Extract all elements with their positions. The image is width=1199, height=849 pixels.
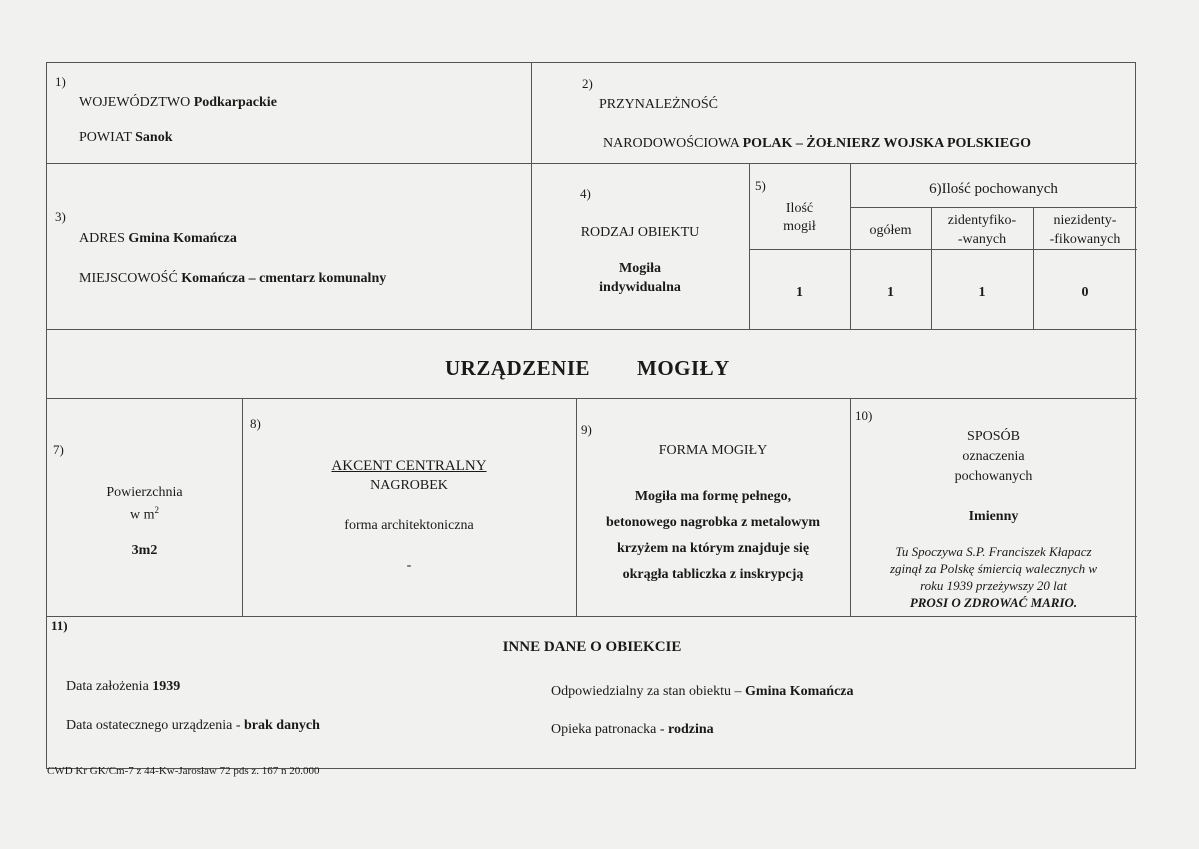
zidentyfikowanych-label-2: -wanych	[957, 232, 1007, 247]
forma-architektoniczna-label: forma architektoniczna	[344, 518, 474, 533]
miejscowosc-label: MIEJSCOWOŚĆ	[79, 271, 178, 286]
forma-mogily-line-2: betonowego nagrobka z metalowym	[605, 515, 820, 530]
adres-value: Gmina Komańcza	[128, 231, 237, 246]
zidentyfikowanych-value: 1	[978, 285, 986, 300]
field-number-5: 5)	[755, 178, 766, 193]
akcent-centralny-label: AKCENT CENTRALNY	[331, 458, 487, 474]
grave-record-form	[46, 62, 1136, 769]
field-number-9: 9)	[581, 422, 592, 437]
narodowosciowa-value: POLAK – ŻOŁNIERZ WOJSKA POLSKIEGO	[742, 136, 1031, 151]
niezidentyfikowanych-value: 0	[1081, 285, 1089, 300]
row-divider-2	[47, 329, 1137, 330]
opieka-label: Opieka patronacka -	[551, 722, 665, 737]
data-ostatecznego-label: Data ostatecznego urządzenia -	[66, 718, 241, 733]
forma-mogily-line-3: krzyżem na którym znajduje się	[616, 541, 810, 556]
rodzaj-obiektu-label: RODZAJ OBIEKTU	[580, 225, 700, 240]
forma-architektoniczna-value: -	[406, 558, 412, 573]
powiat-field	[79, 130, 173, 146]
data-zalozenia-label: Data założenia	[66, 679, 149, 694]
data-ostatecznego-field	[66, 718, 320, 734]
field-number-3: 3)	[55, 209, 66, 224]
narodowosciowa-field	[603, 136, 1031, 152]
row-divider-4	[47, 616, 1137, 617]
rodzaj-obiektu-value-1: Mogiła	[619, 261, 661, 276]
field-number-2: 2)	[582, 76, 593, 91]
powierzchnia-value: 3m2	[131, 543, 158, 558]
forma-mogily-line-1: Mogiła ma formę pełnego,	[634, 489, 792, 504]
wojewodztwo-value: Podkarpackie	[193, 95, 277, 110]
niezidentyfikowanych-label-1: niezidenty-	[1053, 213, 1117, 228]
col-divider-7	[242, 398, 243, 616]
forma-mogily-label: FORMA MOGIŁY	[658, 443, 768, 458]
col-divider-8	[576, 398, 577, 616]
sposob-label-2: oznaczenia	[962, 449, 1025, 464]
niezidentyfikowanych-label-2: -fikowanych	[1049, 232, 1121, 247]
section-title-urzadzenie: URZĄDZENIE	[445, 356, 591, 380]
ogolem-label: ogółem	[869, 223, 912, 238]
powiat-value: Sanok	[135, 130, 173, 145]
burials-subheader-divider	[749, 249, 1137, 250]
row-divider-1	[47, 163, 1137, 164]
field-number-4: 4)	[580, 186, 591, 201]
powierzchnia-label-2	[47, 505, 242, 524]
sposob-value: Imienny	[968, 509, 1019, 524]
forma-mogily-line-4: okrągła tabliczka z inskrypcją	[622, 567, 804, 582]
field-number-10: 10)	[855, 408, 873, 423]
section-title-mogily: MOGIŁY	[637, 356, 730, 380]
opieka-value: rodzina	[668, 722, 714, 737]
adres-field	[79, 231, 237, 247]
col-divider-top	[531, 63, 532, 163]
wojewodztwo-label: WOJEWÓDZTWO	[79, 95, 191, 110]
wojewodztwo-field	[79, 95, 277, 111]
inscription-line-4: PROSI O ZDROWAĆ MARIO.	[909, 595, 1078, 610]
burials-header-divider	[850, 207, 1137, 208]
odpowiedzialny-field	[551, 684, 854, 700]
field-number-8: 8)	[250, 416, 261, 431]
data-zalozenia-field	[66, 679, 180, 695]
rodzaj-obiektu-value-2: indywidualna	[599, 280, 681, 295]
ilosc-mogil-value: 1	[796, 285, 803, 300]
ogolem-value: 1	[887, 285, 894, 300]
inscription-line-2: zginął za Polskę śmiercią walecznych w	[889, 561, 1098, 576]
ilosc-pochowanych-label: 6)Ilość pochowanych	[929, 181, 1058, 197]
adres-label: ADRES	[79, 231, 125, 246]
col-divider-address	[531, 163, 532, 329]
odpowiedzialny-label: Odpowiedzialny za stan obiektu –	[551, 684, 742, 699]
narodowosciowa-label: NARODOWOŚCIOWA	[603, 136, 740, 151]
ilosc-mogil-label-2: mogił	[783, 219, 816, 234]
sposob-label-3: pochowanych	[954, 469, 1033, 484]
col-divider-object	[749, 163, 750, 329]
powierzchnia-label-1: Powierzchnia	[106, 485, 183, 500]
miejscowosc-field	[79, 271, 386, 287]
inscription-line-3: roku 1939 przeżywszy 20 lat	[920, 578, 1067, 593]
field-number-11: 11)	[51, 618, 68, 633]
form-footer-code: CWD Kr GK/Cm-7 z 44-Kw-Jarosław 72 pds z. 167 n 20.000	[47, 765, 320, 777]
odpowiedzialny-value: Gmina Komańcza	[745, 684, 854, 699]
powiat-label: POWIAT	[79, 130, 132, 145]
row-divider-3	[47, 398, 1137, 399]
data-zalozenia-value: 1939	[152, 679, 181, 694]
przynaleznosc-label: PRZYNALEŻNOŚĆ	[599, 97, 719, 112]
zidentyfikowanych-label-1: zidentyfiko-	[947, 213, 1017, 228]
inne-dane-title: INNE DANE O OBIEKCIE	[502, 639, 682, 655]
sposob-label-1: SPOSÓB	[967, 429, 1020, 444]
field-number-1: 1)	[55, 74, 66, 89]
nagrobek-label: NAGROBEK	[370, 478, 448, 493]
data-ostatecznego-value: brak danych	[244, 718, 320, 733]
opieka-field	[551, 722, 714, 738]
inscription-line-1: Tu Spoczywa S.P. Franciszek Kłapacz	[895, 544, 1092, 559]
powierzchnia-label-2-text: w m	[130, 507, 155, 523]
miejscowosc-value: Komańcza – cmentarz komunalny	[181, 271, 387, 286]
field-number-7: 7)	[53, 442, 64, 457]
ilosc-mogil-label-1: Ilość	[785, 201, 814, 216]
powierzchnia-superscript: 2	[154, 505, 159, 515]
